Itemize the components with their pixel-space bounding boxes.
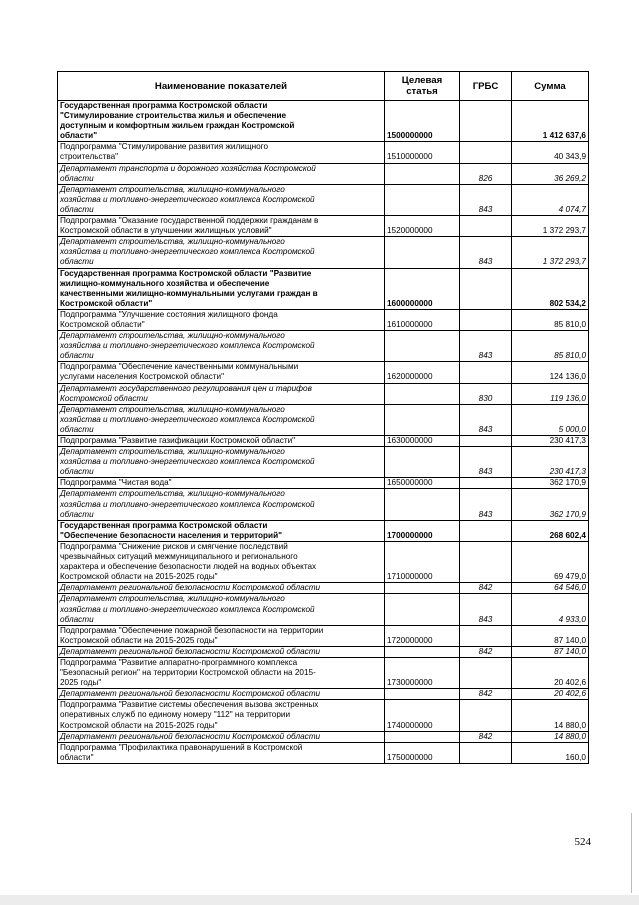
row-name-cell [58,625,385,646]
row-grbs-cell: 843 [460,237,512,268]
row-name-line: Костромской области" [60,319,145,329]
row-name-cell [58,404,385,435]
row-name-line: области [60,614,94,624]
row-sum-cell: 362 170,9 [512,489,589,520]
row-name-cell [58,478,385,489]
table-row-dept [58,404,589,435]
row-sum-cell: 14 880,0 [512,731,589,742]
row-grbs-cell: 830 [460,383,512,404]
row-name-line: Департамент строительства, жилищно-коммунального [60,237,285,247]
row-target-cell: 1700000000 [385,520,460,541]
row-target-cell [385,447,460,478]
row-grbs-cell: 842 [460,689,512,700]
table-body [58,101,589,764]
row-name-cell [58,184,385,215]
row-name-line: Костромской области на 2015-2025 годы" [60,720,218,730]
row-sum-cell: 230 417,3 [512,447,589,478]
row-name-line: области" [60,752,94,762]
row-name-cell [58,742,385,763]
row-sum-cell: 4 074,7 [512,184,589,215]
row-grbs-cell: 843 [460,447,512,478]
row-grbs-cell: 843 [460,489,512,520]
table-row-sub [58,625,589,646]
row-name-line: "Обеспечение безопасности населения и территорий" [60,530,282,540]
row-name-line: Костромской области" [60,298,153,308]
table-row-sub [58,478,589,489]
row-name-line: Государственная программа Костромской области [60,520,268,530]
row-target-cell: 1710000000 [385,541,460,582]
row-target-cell: 1720000000 [385,625,460,646]
row-name-line: Департамент региональной безопасности Костромской области [60,731,321,741]
table-row-sub [58,142,589,163]
row-name-line: области [60,257,94,267]
row-name-line: области" [60,131,98,141]
row-grbs-cell [460,657,512,688]
row-target-cell [385,583,460,594]
row-name-cell [58,268,385,309]
row-sum-cell: 36 269,2 [512,163,589,184]
row-target-cell [385,731,460,742]
row-grbs-cell [460,142,512,163]
row-name-cell [58,657,385,688]
row-name-line: Костромской области на 2015-2025 годы" [60,572,218,582]
row-name-line: Подпрограмма "Обеспечение пожарной безопасности на территории [60,625,324,635]
row-target-cell: 1510000000 [385,142,460,163]
row-sum-cell: 20 402,6 [512,657,589,688]
row-name-line: чрезвычайных ситуаций межмуниципального и регионального [60,552,298,562]
row-name-cell [58,362,385,383]
table-header-row [58,72,589,101]
row-name-line: жилищно-коммунального хозяйства и обеспечение [60,278,270,288]
row-name-cell [58,700,385,731]
row-grbs-cell [460,478,512,489]
row-name-line: качественными жилищно-коммунальными услугами граждан в [60,288,318,298]
row-sum-cell: 1 372 293,7 [512,216,589,237]
row-target-cell [385,383,460,404]
row-grbs-cell: 843 [460,331,512,362]
table-row-dept [58,594,589,625]
row-name-cell [58,646,385,657]
row-target-cell [385,689,460,700]
row-name-line: 2025 годы" [60,678,102,688]
row-target-cell [385,404,460,435]
row-name-cell [58,689,385,700]
budget-table [57,71,589,764]
page-number: 524 [574,836,591,848]
row-name-cell [58,331,385,362]
row-name-cell [58,541,385,582]
row-name-line: области [60,467,94,477]
row-name-cell [58,383,385,404]
table-row-dept [58,447,589,478]
row-grbs-cell [460,268,512,309]
row-target-cell [385,163,460,184]
row-sum-cell: 87 140,0 [512,625,589,646]
row-target-cell: 1630000000 [385,436,460,447]
row-name-line: Департамент строительства, жилищно-коммунального [60,594,285,604]
row-sum-cell: 1 372 293,7 [512,237,589,268]
row-grbs-cell [460,216,512,237]
row-sum-cell: 160,0 [512,742,589,763]
row-grbs-cell [460,541,512,582]
row-target-cell [385,489,460,520]
row-target-cell: 1730000000 [385,657,460,688]
row-name-line: оперативных служб по единому номеру "112" на территории [60,710,291,720]
row-name-line: Департамент региональной безопасности Костромской области [60,689,321,699]
row-name-line: хозяйства и топливно-энергетического комплекса Костромской [60,414,315,424]
row-name-cell [58,101,385,142]
row-target-cell: 1500000000 [385,101,460,142]
row-name-cell [58,436,385,447]
row-name-cell [58,216,385,237]
row-grbs-cell [460,101,512,142]
row-sum-cell: 4 933,0 [512,594,589,625]
row-name-line: Подпрограмма "Улучшение состояния жилищного фонда [60,309,278,319]
table-row-dept [58,331,589,362]
row-name-line: доступным и комфортным жильем граждан Костромской [60,121,295,131]
row-name-line: Департамент транспорта и дорожного хозяйства Костромской [60,163,316,173]
row-sum-cell: 40 343,9 [512,142,589,163]
table-row-sub [58,742,589,763]
row-name-line: области [60,424,94,434]
row-name-line: хозяйства и топливно-энергетического комплекса Костромской [60,457,315,467]
row-name-line: Департамент региональной безопасности Костромской области [60,583,321,593]
row-target-cell: 1600000000 [385,268,460,309]
row-sum-cell: 64 546,0 [512,583,589,594]
table-row-dept [58,237,589,268]
row-target-cell: 1650000000 [385,478,460,489]
row-name-line: Подпрограмма "Снижение рисков и смягчение последствий [60,541,288,551]
row-name-line: Государственная программа Костромской области "Развитие [60,268,312,278]
table-row-sub [58,436,589,447]
table-row-sub [58,700,589,731]
header-grbs: ГРБС [460,72,512,101]
row-grbs-cell: 843 [460,594,512,625]
row-sum-cell: 124 136,0 [512,362,589,383]
row-name-cell [58,583,385,594]
row-grbs-cell: 843 [460,404,512,435]
row-name-line: Департамент строительства, жилищно-коммунального [60,184,285,194]
row-sum-cell: 268 602,4 [512,520,589,541]
row-sum-cell: 87 140,0 [512,646,589,657]
scan-artifact-line [631,813,632,893]
row-name-line: хозяйства и топливно-энергетического комплекса Костромской [60,604,315,614]
row-sum-cell: 362 170,9 [512,478,589,489]
row-name-line: Подпрограмма "Оказание государственной поддержки гражданам в [60,216,319,226]
row-sum-cell: 85 810,0 [512,331,589,362]
table-row-sub [58,309,589,330]
header-sum: Сумма [512,72,589,101]
row-sum-cell: 1 412 637,6 [512,101,589,142]
row-name-cell [58,163,385,184]
row-sum-cell: 14 880,0 [512,700,589,731]
table-row-program [58,268,589,309]
row-name-line: "Стимулирование строительства жилья и обеспечение [60,111,287,121]
table-row-dept [58,383,589,404]
row-name-line: Подпрограмма "Развитие системы обеспечения вызова экстренных [60,700,319,710]
row-sum-cell: 20 402,6 [512,689,589,700]
row-grbs-cell [460,436,512,447]
row-grbs-cell: 842 [460,731,512,742]
row-target-cell: 1750000000 [385,742,460,763]
row-sum-cell: 69 479,0 [512,541,589,582]
table-row-sub [58,541,589,582]
row-target-cell: 1620000000 [385,362,460,383]
scan-edge [0,895,639,905]
table-row-dept [58,689,589,700]
row-name-line: Костромской области в улучшении жилищных условий" [60,226,272,236]
row-name-line: строительства" [60,152,119,162]
row-target-cell [385,646,460,657]
row-name-line: Государственная программа Костромской области [60,101,268,110]
header-name: Наименование показателей [58,72,385,101]
row-grbs-cell [460,625,512,646]
table-row-program [58,101,589,142]
row-target-cell: 1740000000 [385,700,460,731]
header-target: Целевая статья [385,72,460,101]
row-name-cell [58,447,385,478]
row-name-line: области [60,204,94,214]
table-row-program [58,520,589,541]
table-row-dept [58,731,589,742]
row-grbs-cell [460,742,512,763]
row-name-line: Департамент строительства, жилищно-коммунального [60,447,285,457]
row-grbs-cell: 842 [460,583,512,594]
row-name-line: Подпрограмма "Стимулирование развития жилищного [60,142,269,152]
row-name-line: Департамент государственного регулирования цен и тарифов [60,383,312,393]
row-name-line: Подпрограмма "Обеспечение качественными коммунальными [60,362,299,372]
row-target-cell [385,331,460,362]
table-row-dept [58,184,589,215]
row-name-line: области [60,351,94,361]
row-target-cell: 1520000000 [385,216,460,237]
table-row-sub [58,657,589,688]
row-sum-cell: 85 810,0 [512,309,589,330]
row-name-cell [58,489,385,520]
row-name-line: Департамент строительства, жилищно-коммунального [60,489,285,499]
row-sum-cell: 802 534,2 [512,268,589,309]
row-grbs-cell [460,309,512,330]
row-target-cell [385,237,460,268]
row-name-line: услугами населения Костромской области" [60,372,224,382]
row-grbs-cell: 826 [460,163,512,184]
row-name-cell [58,309,385,330]
row-name-line: области [60,509,94,519]
row-sum-cell: 119 136,0 [512,383,589,404]
row-name-line: Департамент строительства, жилищно-коммунального [60,404,285,414]
row-sum-cell: 5 000,0 [512,404,589,435]
row-name-line: "Безопасный регион" на территории Костромской области на 2015- [60,668,316,678]
row-name-line: Костромской области на 2015-2025 годы" [60,635,218,645]
row-name-cell [58,237,385,268]
row-name-cell [58,731,385,742]
row-grbs-cell: 843 [460,184,512,215]
table-row-dept [58,646,589,657]
row-grbs-cell: 842 [460,646,512,657]
table-row-sub [58,216,589,237]
row-name-line: Департамент региональной безопасности Костромской области [60,646,321,656]
row-name-line: области [60,173,94,183]
row-sum-cell: 230 417,3 [512,436,589,447]
row-target-cell [385,184,460,215]
row-name-line: хозяйства и топливно-энергетического комплекса Костромской [60,247,315,257]
row-name-line: Подпрограмма "Развитие газификации Костромской области" [60,436,296,445]
row-name-line: Подпрограмма "Развитие аппаратно-программного комплекса [60,657,298,667]
table-row-dept [58,163,589,184]
row-name-line: хозяйства и топливно-энергетического комплекса Костромской [60,194,315,204]
row-name-line: хозяйства и топливно-энергетического комплекса Костромской [60,499,315,509]
row-name-line: Департамент строительства, жилищно-коммунального [60,331,285,341]
row-target-cell [385,594,460,625]
row-name-line: характера и обеспечение безопасности людей на водных объектах [60,562,317,572]
row-name-line: Подпрограмма "Профилактика правонарушений в Костромской [60,742,303,752]
row-name-line: хозяйства и топливно-энергетического комплекса Костромской [60,341,315,351]
row-name-cell [58,594,385,625]
row-name-line: Костромской области [60,393,148,403]
row-grbs-cell [460,700,512,731]
row-target-cell: 1610000000 [385,309,460,330]
row-name-line: Подпрограмма "Чистая вода" [60,478,172,488]
table-row-sub [58,362,589,383]
row-name-cell [58,142,385,163]
row-grbs-cell [460,520,512,541]
table-row-dept [58,583,589,594]
row-grbs-cell [460,362,512,383]
table-row-dept [58,489,589,520]
row-name-cell [58,520,385,541]
